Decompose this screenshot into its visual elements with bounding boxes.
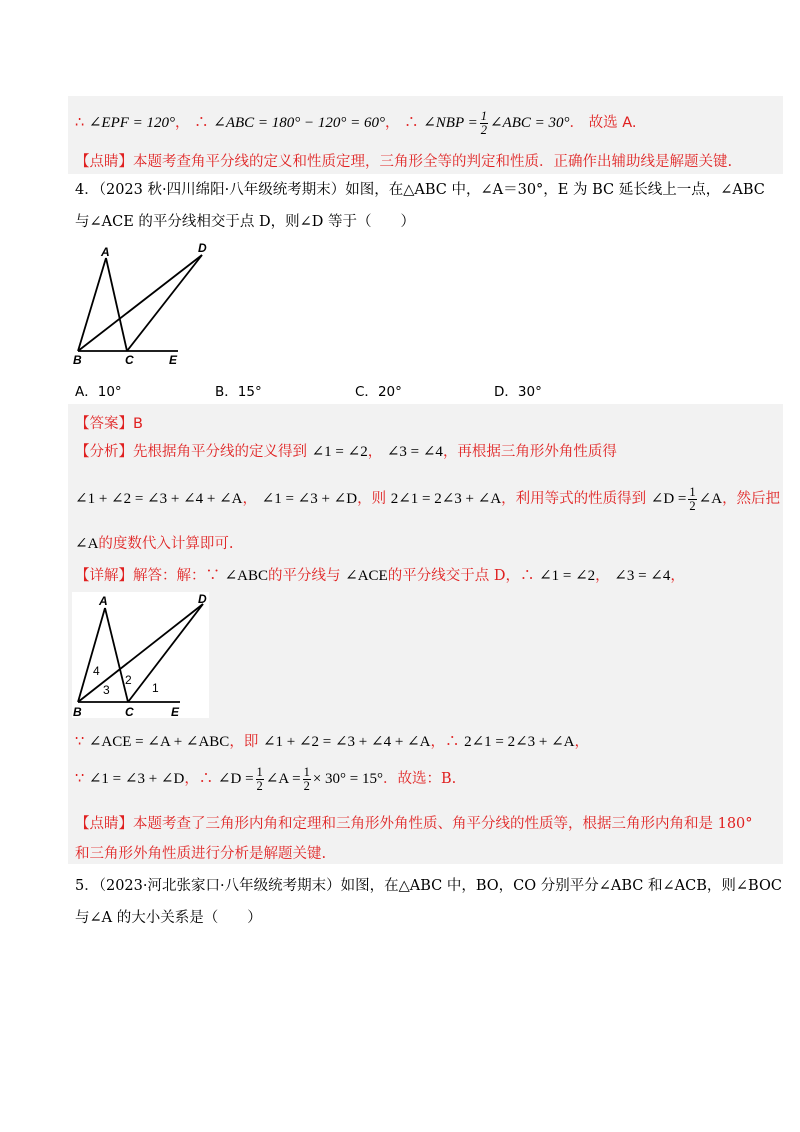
fraction: $\frac{1}{2}$ [303, 765, 310, 793]
q4-detail-line3: ∵ ∠1 = ∠3 + ∠D，∴ ∠D = $\frac{1}{2}$ ∠A = $\frac{1}{2}$ × 30° = 15°．故选：B. [75, 765, 457, 793]
q4-stem-line1: 4．（2023 秋·四川绵阳·八年级统考期末）如图，在△ABC 中，∠A＝30°，E 为 BC 延长线上一点，∠ABC [75, 182, 765, 198]
point-label-a: A [99, 594, 108, 608]
point-label-d: D [198, 241, 207, 255]
fraction: $\frac{1}{2}$ [480, 109, 487, 137]
fraction: $\frac{1}{2}$ [689, 485, 696, 513]
q4-option-a: A．10° [75, 384, 122, 400]
q4-analysis-line1: 【分析】先根据角平分线的定义得到 ∠1 = ∠2， ∠3 = ∠4，再根据三角形外角性质得 [75, 444, 617, 460]
point-label-c: C [125, 353, 134, 367]
angle-label-2: 2 [125, 673, 132, 687]
q5-stem-line2: 与∠A 的大小关系是（ ） [75, 910, 262, 926]
q4-answer: 【答案】B [75, 416, 143, 432]
prev-solution-line: ∴ ∠EPF = 120°， ∴ ∠ABC = 180° − 120° = 60°， ∴ ∠NBP = $\frac{1}{2}$ ∠ABC = 30°． 故选 A. [75, 109, 637, 137]
q4-option-c: C．20° [355, 384, 402, 400]
q4-analysis-line3: ∠A的度数代入计算即可. [75, 536, 234, 552]
q4-detail-figure [72, 592, 209, 718]
math-nbp: ∠NBP = $\frac{1}{2}$ ∠ABC = 30° [423, 109, 570, 137]
angle-label-4: 4 [93, 664, 100, 678]
math-epf: ∠EPF = 120° [88, 114, 176, 131]
math-abc: ∠ABC = 180° − 120° = 60° [213, 114, 386, 131]
q4-option-d: D．30° [494, 384, 542, 400]
fraction: $\frac{1}{2}$ [256, 765, 263, 793]
q4-stem-line2: 与∠ACE 的平分线相交于点 D，则∠D 等于（ ） [75, 214, 416, 230]
q4-figure [70, 240, 220, 368]
point-label-c: C [125, 705, 134, 718]
point-label-e: E [171, 705, 180, 718]
prev-comment: 【点睛】本题考查角平分线的定义和性质定理，三角形全等的判定和性质．正确作出辅助线是解题关键. [75, 154, 733, 170]
angle-label-3: 3 [103, 683, 110, 697]
point-label-a: A [101, 245, 110, 259]
q4-comment-line2: 和三角形外角性质进行分析是解题关键. [75, 846, 327, 862]
point-label-d: D [198, 592, 207, 606]
point-label-b: B [73, 353, 82, 367]
q4-detail-line1: 【详解】解答：解：∵ ∠ABC的平分线与 ∠ACE的平分线交于点 D，∴ ∠1 = ∠2， ∠3 = ∠4， [75, 568, 685, 584]
point-label-b: B [73, 705, 82, 718]
q4-comment-line1: 【点睛】本题考查了三角形内角和定理和三角形外角性质、角平分线的性质等，根据三角形内角和是 180° [75, 816, 753, 832]
angle-label-1: 1 [152, 681, 159, 695]
q5-stem-line1: 5．（2023·河北张家口·八年级统考期末）如图，在△ABC 中，BO，CO 分别平分∠ABC 和∠ACB，则∠BOC [75, 878, 782, 894]
q4-detail-line2: ∵ ∠ACE = ∠A + ∠ABC，即 ∠1 + ∠2 = ∠3 + ∠4 + ∠A，∴ 2∠1 = 2∠3 + ∠A， [75, 734, 590, 750]
point-label-e: E [169, 353, 178, 367]
q4-option-b: B．15° [215, 384, 262, 400]
q4-analysis-line2: ∠1 + ∠2 = ∠3 + ∠4 + ∠A， ∠1 = ∠3 + ∠D，则 2∠1 = 2∠3 + ∠A，利用等式的性质得到 ∠D = $\frac{1}{2}$ ∠A，然后把 [75, 485, 781, 513]
